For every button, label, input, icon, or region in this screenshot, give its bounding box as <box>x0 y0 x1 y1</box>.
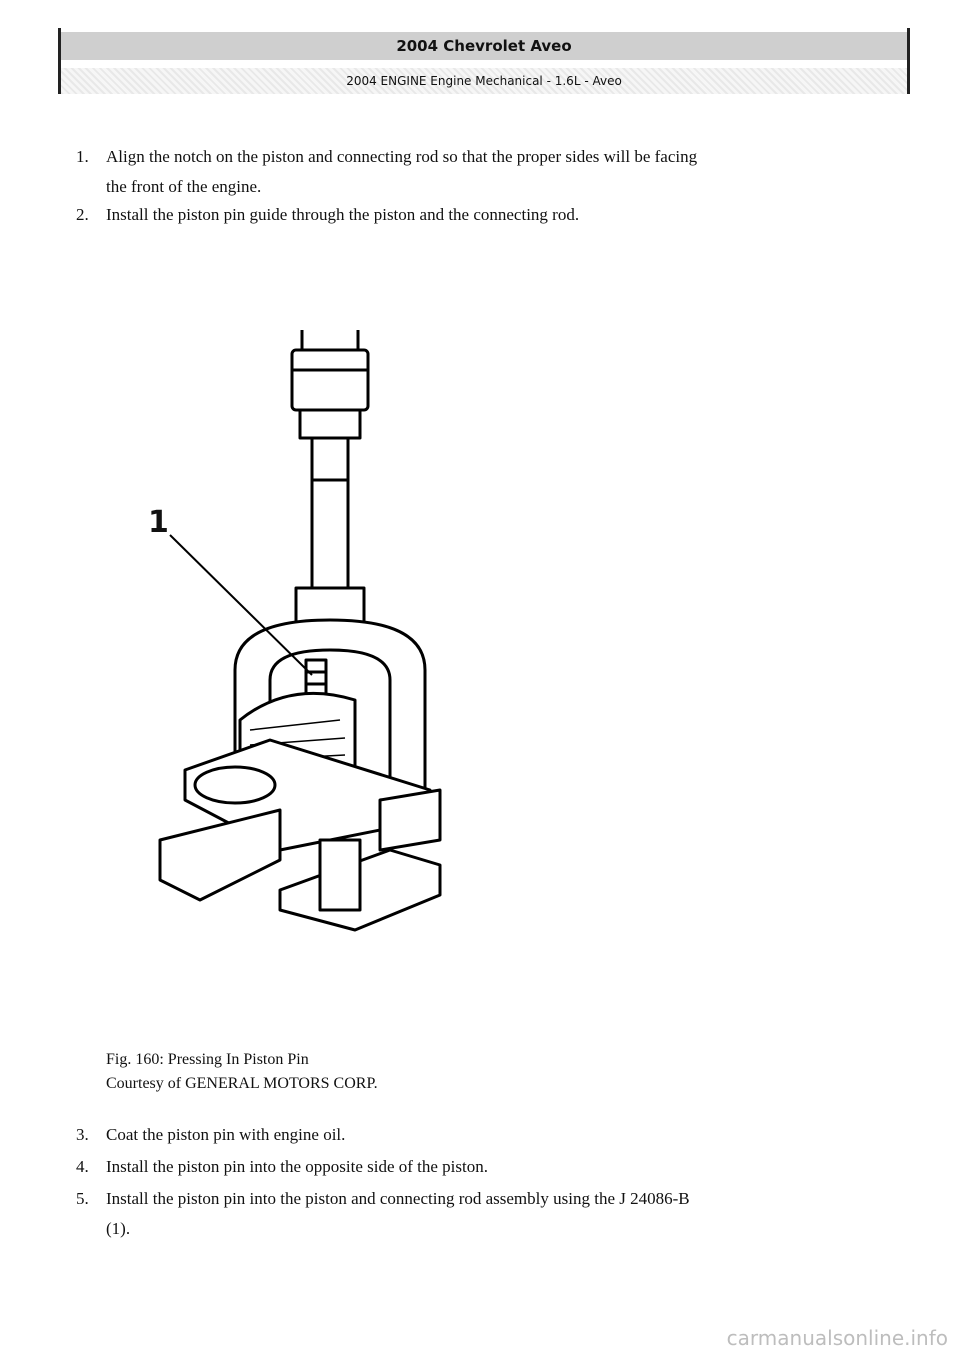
step-text: Install the piston pin into the opposite side of the piston. <box>106 1157 488 1176</box>
step-text: Coat the piston pin with engine oil. <box>106 1125 346 1144</box>
callout-label: 1 <box>148 505 169 540</box>
step-text: Align the notch on the piston and connecting rod so that the proper sides will be facing the front of the engine. <box>106 147 698 196</box>
watermark: carmanualsonline.info <box>726 1326 948 1350</box>
piston-pin-press-illustration <box>140 320 460 960</box>
step-number: 2. <box>76 205 89 224</box>
figure-caption: Fig. 160: Pressing In Piston Pin Courtesy of GENERAL MOTORS CORP. <box>106 1051 378 1092</box>
step-number: 5. <box>76 1189 89 1208</box>
step-number: 1. <box>76 147 89 166</box>
header-subtitle: 2004 ENGINE Engine Mechanical - 1.6L - Aveo <box>61 68 907 94</box>
step-number: 4. <box>76 1157 89 1176</box>
header-title: 2004 Chevrolet Aveo <box>61 32 907 60</box>
step-number: 3. <box>76 1125 89 1144</box>
step-text: Install the piston pin into the piston and connecting rod assembly using the J 24086-B (1). <box>106 1189 690 1238</box>
step-text: Install the piston pin guide through the piston and the connecting rod. <box>106 205 580 224</box>
page-header <box>58 28 910 94</box>
